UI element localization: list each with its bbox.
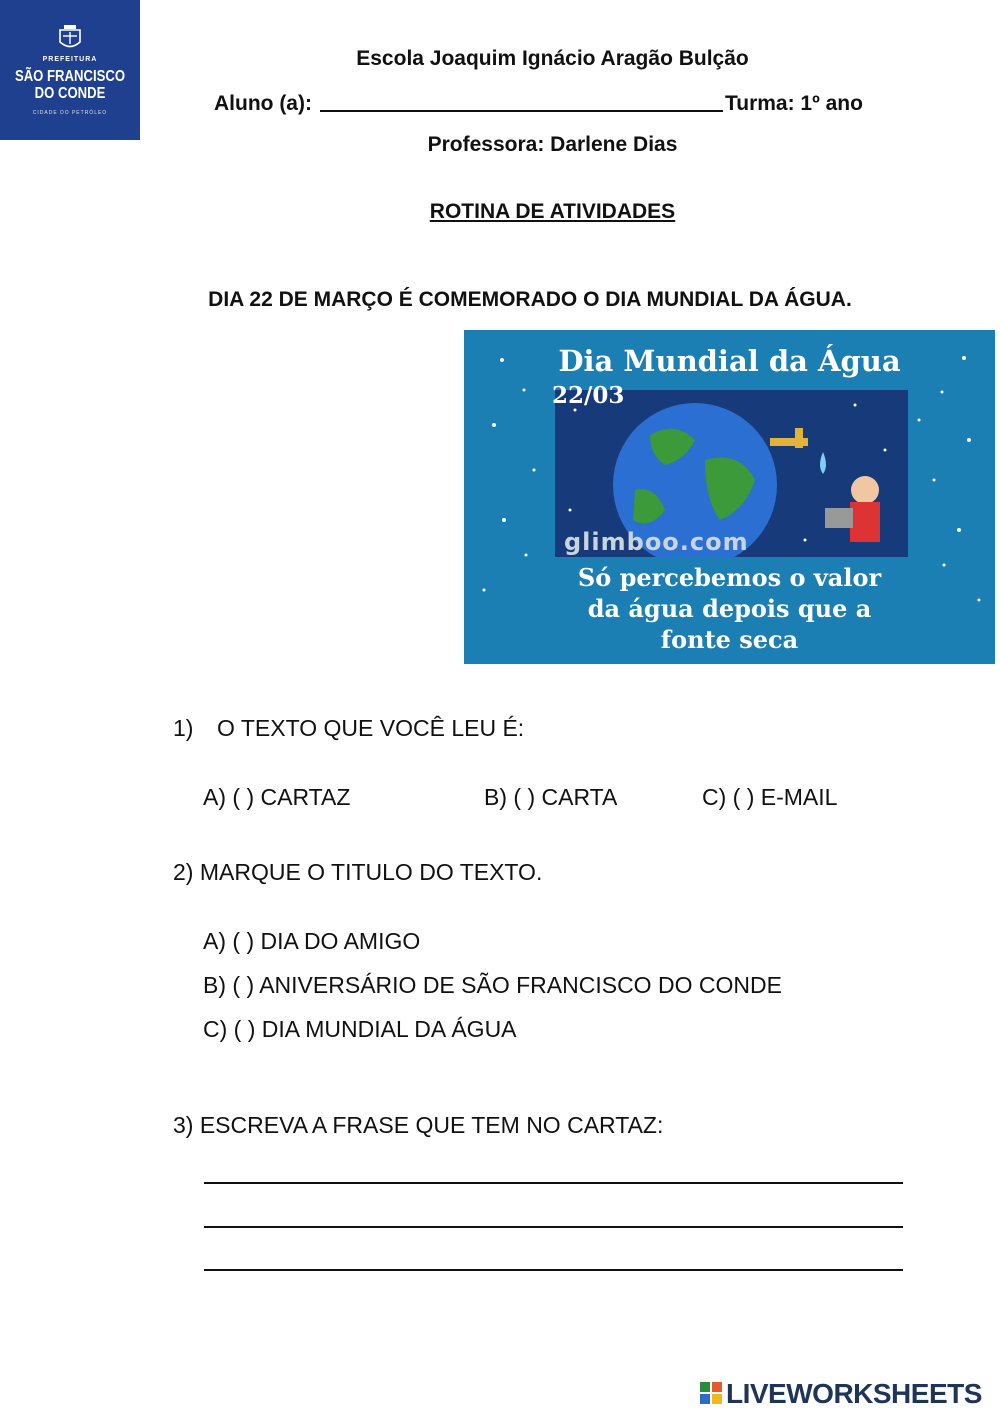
q2-option-a[interactable]: A) ( ) DIA DO AMIGO: [203, 928, 421, 954]
routine-title: ROTINA DE ATIVIDADES: [429, 200, 676, 223]
poster-quote-line3: fonte seca: [660, 625, 799, 654]
teacher-name: Professora: Darlene Dias: [427, 133, 678, 156]
student-label: Aluno (a):: [214, 92, 312, 115]
logo-name-line2: DO CONDE: [34, 85, 106, 102]
water-day-poster: [464, 330, 995, 664]
prefeitura-logo: [0, 0, 140, 140]
poster-watermark: glimboo.com: [564, 528, 749, 556]
logo-prefix: PREFEITURA: [42, 56, 98, 63]
q1-option-c[interactable]: C) ( ) E-MAIL: [702, 784, 838, 810]
crest-icon: [55, 22, 85, 52]
q1-option-b[interactable]: B) ( ) CARTA: [484, 784, 618, 810]
poster-quote: [464, 562, 995, 655]
poster-quote-line2: da água depois que a: [587, 594, 872, 623]
q2-option-c[interactable]: C) ( ) DIA MUNDIAL DA ÁGUA: [203, 1016, 517, 1042]
person-figure: [851, 476, 879, 504]
school-name: Escola Joaquim Ignácio Aragão Bulção: [356, 47, 749, 70]
student-line: [214, 90, 863, 116]
logo-name: [13, 68, 128, 102]
question-1-text: O TEXTO QUE VOCÊ LEU É:: [217, 715, 525, 741]
answer-line[interactable]: [204, 1226, 903, 1228]
class-label: Turma: 1º ano: [724, 92, 863, 115]
poster-title: Dia Mundial da Água: [558, 344, 901, 378]
q1-option-a[interactable]: A) ( ) CARTAZ: [203, 784, 351, 810]
student-name-blank[interactable]: [320, 90, 723, 112]
poster-date: 22/03: [552, 382, 625, 409]
question-2: 2) MARQUE O TITULO DO TEXTO.: [173, 859, 543, 885]
question-1-number: 1): [173, 715, 194, 741]
liveworksheets-label: LIVEWORKSHEETS: [726, 1378, 982, 1409]
intro-text: DIA 22 DE MARÇO É COMEMORADO O DIA MUNDIAL DA ÁGUA.: [208, 288, 852, 311]
question-1: [173, 715, 524, 742]
question-3: 3) ESCREVA A FRASE QUE TEM NO CARTAZ:: [173, 1112, 664, 1138]
logo-tagline: CIDADE DO PETRÓLEO: [32, 110, 108, 116]
liveworksheets-logo-icon: [700, 1382, 722, 1404]
q2-option-b[interactable]: B) ( ) ANIVERSÁRIO DE SÃO FRANCISCO DO CONDE: [203, 972, 782, 998]
poster-quote-line1: Só percebemos o valor: [577, 563, 882, 592]
logo-name-line1: SÃO FRANCISCO: [14, 68, 126, 85]
answer-line[interactable]: [204, 1269, 903, 1271]
answer-line[interactable]: [204, 1182, 903, 1184]
